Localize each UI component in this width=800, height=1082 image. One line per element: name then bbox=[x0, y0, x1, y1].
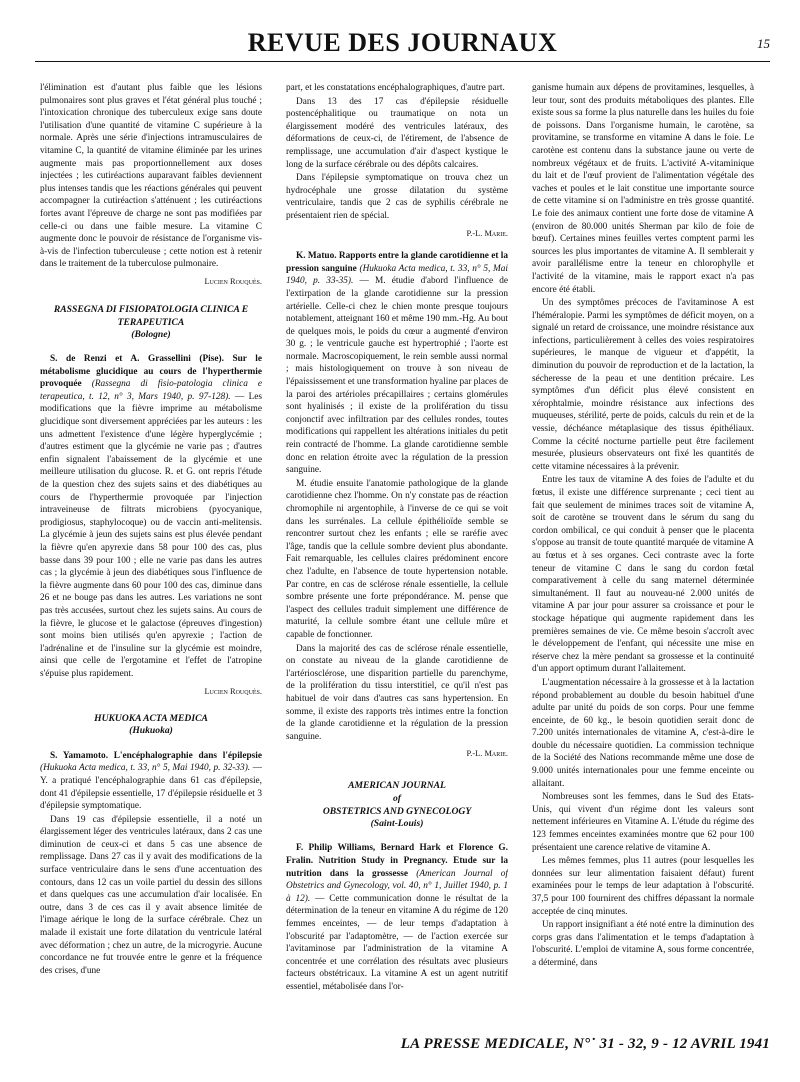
paragraph: L'augmentation nécessaire à la grossesse et à la lactation répond probablement au double du besoin habituel d'une adulte par unité du poids de son corps. Pour une femme enceinte, de 60 kg., le besoin quotidien serait donc de 7.200 unités internationales de vitamine A, c'est-à-dire le double du nécessaire quotidien. La commission technique de la Société des Nations recommande même une dose de 9.000 unités internationales pour une femme enceinte ou allaitant. bbox=[532, 677, 754, 789]
paragraph: Un rapport insignifiant a été noté entre la diminution des corps gras dans l'alimentation et le temps d'adaptation à l'obscurité. L'emploi de vitamine A, sous forme concentrée, a déterminé, dans bbox=[532, 920, 754, 968]
article-reference: (American Journal of Obstetrics and Gynecology, vol. 40, n° 1, Juillet 1940, p. 1 à 12). bbox=[286, 868, 508, 904]
article-authors-title: S. de Renzi et A. Grassellini (Pise). Sur le métabolisme glucidique au cours de l'hyperthermie provoquée bbox=[40, 354, 262, 390]
article-abstract bbox=[286, 842, 508, 993]
article-authors-title: K. Matuo. Rapports entre la glande carotidienne et la pression sanguine bbox=[286, 251, 508, 274]
article-body: — Cette communication donne le résultat de la détermination de la teneur en vitamine A du régime de 120 femmes enceintes, — de leur temps d'adaptation à l'obscurité par l'adaptomètre, — de l'action exercée sur l'avitaminose par l'administration de la vitamine A concentrée et une corrélation des résultats avec plusieurs facteurs obstétricaux. La vitamine A est un agent nutritif essentiel, métabolisée dans l'or- bbox=[286, 893, 508, 992]
journal-city: (Bologne) bbox=[131, 328, 171, 340]
article-abstract bbox=[40, 750, 262, 813]
column-middle bbox=[286, 82, 508, 1022]
journal-section-title: REVUE DES JOURNAUX bbox=[247, 28, 558, 57]
article-reference: (Hukuoka Acta medica, t. 33, n° 5, Mai 1940, p. 33-35). bbox=[286, 263, 508, 287]
page-header bbox=[35, 28, 770, 62]
signature: P.-L. Marie. bbox=[466, 228, 508, 238]
journal-heading: AMERICAN JOURNAL bbox=[348, 779, 446, 791]
signature: Lucien Rouquès. bbox=[204, 276, 262, 286]
journal-heading: HUKUOKA ACTA MEDICA bbox=[94, 713, 208, 725]
column-left bbox=[40, 82, 262, 1022]
column-right bbox=[532, 82, 754, 1022]
article-body: — M. étudie d'abord l'influence de l'extirpation de la glande carotidienne sur la pression artérielle. Celle-ci chez le chien monte presque toujours notablement, atteignant 160 et même 190 mm.-Hg. Au bout de quelques mois, le poids du cœur a augmenté d'environ 30 g. ; le ventricule gauche est hypertrophié ; l'aorte est normale. Macroscopiquement, le rein semble aussi normal ; mais histologiquement on trouve à son niveau de l'épaississement et une transformation hyaline par places de la paroi des artérioles précapillaires ; certains glomérules sont hyalinisés ; il existe de la prolifération du tissu conjonctif avec infiltration par des cellules rondes, toutes modifications qui rappellent les altérations initiales du petit rein contracté de l'homme. La glande carotidienne semble donc en relation étroite avec la régulation de la pression sanguine. bbox=[286, 276, 508, 476]
journal-heading: OBSTETRICS AND GYNECOLOGY bbox=[322, 805, 472, 817]
article-reference: (Hukuoka Acta medica, t. 33, n° 5, Mai 1940, p. 32-33). bbox=[40, 763, 251, 774]
paragraph: Dans 13 des 17 cas d'épilepsie résiduelle postencéphalitique ou traumatique on nota un élargissement modéré des ventricules latéraux, des déformations de ceux-ci, de l'étirement, de l'absence de remplissage, une accumulation d'air d'aspect kystique le long de la surface cérébrale ou des dépôts calcaires. bbox=[286, 96, 508, 170]
article-columns bbox=[40, 82, 754, 1022]
paragraph: Entre les taux de vitamine A des foies de l'adulte et du fœtus, il existe une différence surprenante ; ceci tient au fait que seulement de minimes traces soit de vitamine A, soit de carotène se trouvent dans le sérum du sang du cordon ombilical, ce qui conduit à penser que le placenta s'oppose au transit de toute quantité marquée de vitamine A au fœtus et à ses organes. Ceci contraste avec la forte teneur de vitamine C dans le sang du cordon fœtal comparativement à celle du sang maternel déterminée simultanément. Il faut au nouveau-né 2.000 unités de vitamine A par jour pour assurer sa croissance et pour le stockage hépatique qui augmente rapidement dans les premières semaines de vie. Ce même besoin s'accroît avec le développement de l'enfant, qui nécessite une mise en réserve chez la mère pendant sa grossesse et la continuité d'un apport optimum durant l'allaitement. bbox=[532, 475, 754, 675]
paragraph: part, et les constatations encéphalographiques, d'autre part. bbox=[286, 83, 505, 93]
journal-heading-of: of bbox=[393, 792, 401, 804]
journal-city: (Hukuoka) bbox=[129, 725, 173, 737]
signature: Lucien Rouquès. bbox=[204, 686, 262, 696]
article-abstract bbox=[40, 353, 262, 680]
paragraph: Nombreuses sont les femmes, dans le Sud des Etats-Unis, qui vivent d'un régime dont les valeurs sont nettement inférieures en Vitamine A. L'étude du régime des 123 femmes enceintes examinées montre que 62 pour 100 présentaient une carence relative de vitamine A. bbox=[532, 792, 754, 853]
paragraph: Dans l'épilepsie symptomatique on trouva chez un hydrocéphale une grosse dilatation du système ventriculaire, tandis que 2 cas de syphilis cérébrale ne présentaient rien de spécial. bbox=[286, 173, 508, 221]
page-number: 15 bbox=[757, 36, 770, 51]
article-authors-title: F. Philip Williams, Bernard Hark et Florence G. Fralin. Nutrition Study in Pregnancy. Etude sur la nutrition dans la grossesse bbox=[286, 843, 508, 879]
article-body: — Y. a pratiqué l'encéphalographie dans 61 cas d'épilepsie, dont 41 d'épilepsie essentielle, 17 d'épilepsie résiduelle et 3 d'épilepsie symptomatique. bbox=[40, 763, 262, 812]
page-footer: LA PRESSE MEDICALE, N°˙ 31 - 32, 9 - 12 AVRIL 1941 bbox=[400, 1036, 770, 1052]
paragraph: l'élimination est d'autant plus faible que les lésions pulmonaires sont plus graves et l'état général plus touché ; l'intoxication chronique des tuberculeux exige sans doute l'utilisation d'une quantité de vitamine C supérieure à la normale. Après une série d'injections intramusculaires de vitamine C, la quantité de vitamine éliminée par les urines augmente mais pas proportionnellement aux doses injectées ; les cutiréactions auparavant faibles deviennent plus intenses tandis que les réactions générales qui peuvent accompagner la cutiréaction s'atténuent ; les cutiréactions fortes avant l'épreuve de charge ne sont pas modifiées par celle-ci ou dans une faible mesure. La vitamine C augmente donc le pouvoir de résistance de l'organisme vis-à-vis de l'infection tuberculeuse ; cette notion est à retenir dans le traitement de la tuberculose pulmonaire. bbox=[40, 83, 262, 270]
paragraph: Dans 19 cas d'épilepsie essentielle, il a noté un élargissement léger des ventricules latéraux, dans 2 cas une diminution de ceux-ci et dans 5 cas une absence de remplissage. Dans 27 cas il y avait des modifications de la surface ventriculaire dans le sens d'une accentuation des contours, dans 12 cas un voile partiel du dessin des sillons et dans quelques cas une accumulation d'air localisée. En outre, dans 3 de ces cas il y avait absence limitée de l'image aérique le long de la surface cérébrale. Chez un malade il existait une forte dilatation du ventricule latéral avec déformation ; chez un autre, de la microgyrie. Aucune concordance ne fut trouvée entre le genre et la fréquence des crises, d'une bbox=[40, 814, 262, 976]
journal-city: (Saint-Louis) bbox=[370, 817, 424, 829]
paragraph: M. étudie ensuite l'anatomie pathologique de la glande carotidienne chez l'homme. On n'y constate pas de réaction chromophile ni argentophile, à l'inverse de ce qui se voit dans les surrénales. La cellule épithélioïde semble se rencontrer surtout chez les enfants ; elle se raréfie avec l'âge, tandis que la cellule sombre devient plus abondante. Fait remarquable, les cellules claires prédominent encore chez l'adulte, en l'absence de toute hypertension notable. Par contre, en cas de sclérose rénale essentielle, la cellule sombre présente une forte prépondérance. M. pense que l'aspect des cellules traduit simplement une différence de maturité, la cellule sombre étant une cellule mûre et capable de fonctionner. bbox=[286, 478, 508, 640]
signature: P.-L. Marie. bbox=[466, 749, 508, 759]
article-reference: (Rassegna di fisio-patologia clinica e terapeutica, t. 12, n° 3, Mars 1940, p. 97-128). bbox=[40, 379, 262, 402]
article-abstract bbox=[286, 250, 508, 477]
article-body: — Les modifications que la fièvre imprime au métabolisme glucidique sont diversement appréciées par les auteurs : les uns admettent l'existence d'une légère hyperglycémie ; d'autres estiment que la glycémie ne varie pas ; d'autres enfin signalent l'abaissement de la glycémie et une meilleure utilisation du glucose. R. et G. ont repris l'étude de la question chez des sujets sains et des diabétiques au cours de l'hyperthermie provoquée par l'injection intraveineuse de filtrats microbiens (pyocyanique, prodigiosus, staphylocoque) ou de vaccin anti-melitensis. La glycémie à jeun des sujets sains est plus élevée pendant la fièvre qu'en apyrexie dans 58 pour 100 des cas, plus basse dans 39 pour 100 ; elle ne varie pas dans les autres cas ; la glycémie à jeun des diabétiques sous l'influence de la fièvre augmente dans 60 pour 100 des cas, diminue dans 26 et ne bouge pas dans les autres. Les variations ne sont pas très accusées, surtout chez les sujets sains. Au cours de la fièvre, le glucose et le galactose (épreuves d'ingestion) sont moins bien utilisés qu'en apyrexie ; l'action de l'adrénaline et de l'insuline sur la glycémie est moindre, ainsi que celle de l'ergotamine et l'effet de l'atropine s'épuise plus rapidement. bbox=[40, 391, 262, 679]
paragraph: ganisme humain aux dépens de provitamines, lesquelles, à leur tour, sont des produits métaboliques des plantes. Elle existe sous sa forme la plus naturelle dans les huiles du foie de poissons. Dans l'organisme humain, le carotène, sa provitamine, se transforme en vitamine A dans le foie. Le carotène est contenu dans la substance jaune ou verte de nombreux végétaux et de fruits. L'activité A-vitaminique du lait et de l'œuf provient de l'alimentation végétale des vaches et poules et le lait constitue une importante source de cette vitamine si on l'administre en très grosse quantité. Le foie des animaux contient une forte dose de vitamine A (environ de 80.000 unités Sherman par kilo de foie de bœuf). Certaines mines feuilles vertes comptent parmi les sources les plus importantes de vitamine A. Il semblerait y avoir parallélisme entre la teneur en chlorophylle et l'activité de la vitamine, mais le rapport exact n'a pas encore été établi. bbox=[532, 83, 754, 295]
journal-heading: RASSEGNA DI FISIOPATOLOGIA CLINICA E TERAPEUTICA bbox=[53, 303, 249, 328]
article-authors-title: S. Yamamoto. L'encéphalographie dans l'épilepsie bbox=[50, 750, 262, 761]
paragraph: Un des symptômes précoces de l'avitaminose A est l'héméralopie. Parmi les symptômes de déficit moyen, on a signalé un retard de croissance, une moindre résistance aux infections, particulièrement à celles des voies respiratoires supérieures, le manque de vigueur et d'appétit, la diminution du pouvoir de reproduction et de la lactation, la sécheresse de la peau et une dentition précaire. Les symptômes d'un déficit plus élevé consistent en xérophtalmie, moindre résistance aux infections des muqueuses, stérilité, perte de poids, calculs du rein et de la vessie, déchéance métaplasique des tissus épithéliaux. Comme la cécité nocturne partielle peut être facilement mesurée, plusieurs observateurs ont fixé les quantités de cette vitamine nécessaires à la prévenir. bbox=[532, 298, 754, 472]
paragraph: Dans la majorité des cas de sclérose rénale essentielle, on constate au niveau de la glande carotidienne de l'artériosclérose, une disparition partielle du parenchyme, de la prolifération du tissu interstitiel, ce qu'il n'est pas habituel de voir dans d'autres cas sans hypertension. En somme, il existe des rapports très intimes entre la fonction de la glande carotidienne et la régulation de la pression sanguine. bbox=[286, 643, 508, 742]
paragraph: Les mêmes femmes, plus 11 autres (pour lesquelles les données sur leur alimentation faisaient défaut) furent examinées pour le temps de leur adaptation à l'obscurité. 37,5 pour 100 fournirent des chiffres dépassant la normale acceptée de cinq minutes. bbox=[532, 856, 754, 917]
